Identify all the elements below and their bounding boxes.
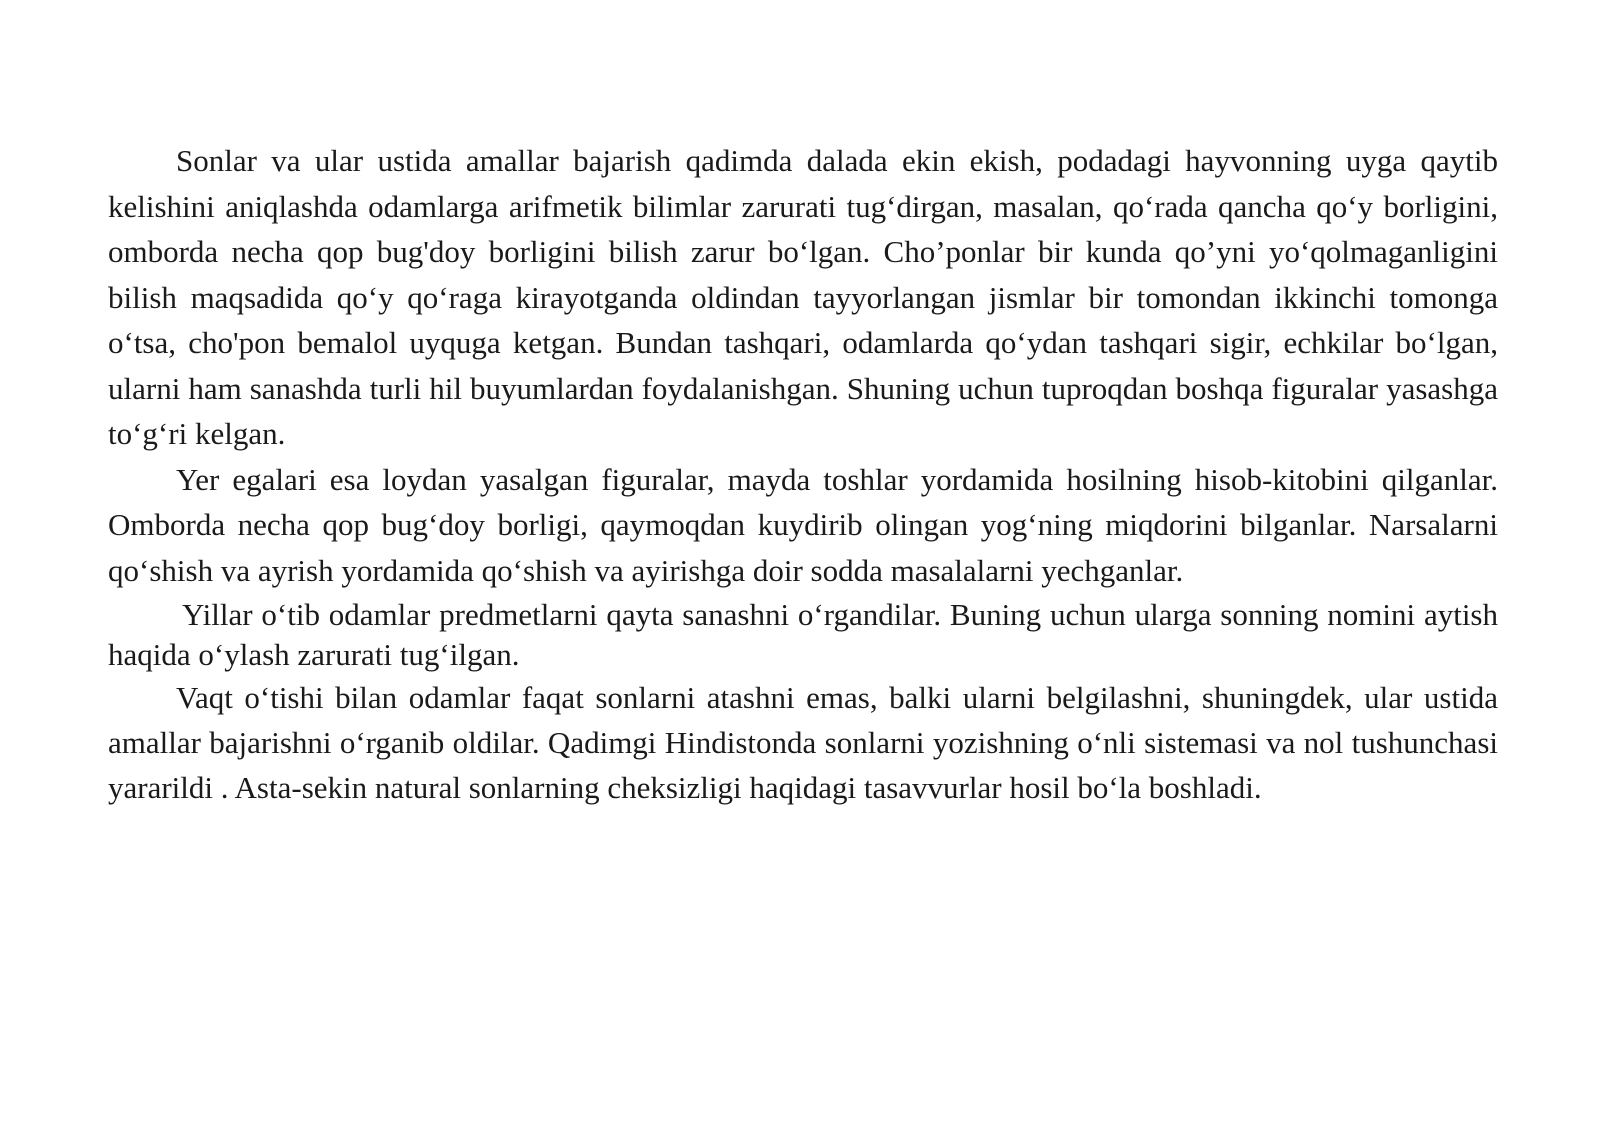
paragraph-1: Sonlar va ular ustida amallar bajarish qadimda dalada ekin ekish, podadagi hayvonning uyga qaytib kelishini aniqlashda odamlarga arifmetik bilimlar zarurati tug‘dirgan, masalan, qo‘rada qancha qo‘y borligini, omborda necha qop bug'doy borligini bilish zarur bo‘lgan. Cho’ponlar bir kunda qo’yni yo‘qolmaganligini bilish maqsadida qo‘y qo‘raga kirayotganda oldindan tayyorlangan jismlar bir tomondan ikkinchi tomonga o‘tsa, cho'pon bemalol uyquga ketgan. Bundan tashqari, odamlarda qo‘ydan tashqari sigir, echkilar bo‘lgan, ularni ham sanashda turli hil buyumlardan foydalanishgan. Shuning uchun tuproqdan boshqa figuralar yasashga to‘g‘ri kelgan. <box>108 143 1498 451</box>
paragraph-3: Yillar o‘tib odamlar predmetlarni qayta sanashni o‘rgandilar. Buning uchun ularga sonning nomini aytish haqida o‘ylash zarurati tug‘ilgan. <box>108 597 1498 672</box>
document-body <box>108 138 1498 810</box>
paragraph-2: Yer egalari esa loydan yasalgan figuralar, mayda toshlar yordamida hosilning hisob-kitobini qilganlar. Omborda necha qop bug‘doy borligi, qaymoqdan kuydirib olingan yog‘ning miqdorini bilganlar. Narsalarni qo‘shish va ayrish yordamida qo‘shish va ayirishga doir sodda masalalarni yechganlar. <box>108 461 1498 588</box>
paragraph-4: Vaqt o‘tishi bilan odamlar faqat sonlarni atashni emas, balki ularni belgilashni, shuningdek, ular ustida amallar bajarishni o‘rganib oldilar. Qadimgi Hindistonda sonlarni yozishning o‘nli sistemasi va nol tushunchasi yararildi . Asta-sekin natural sonlarning cheksizligi haqidagi tasavvurlar hosil bo‘la boshladi. <box>108 680 1498 805</box>
